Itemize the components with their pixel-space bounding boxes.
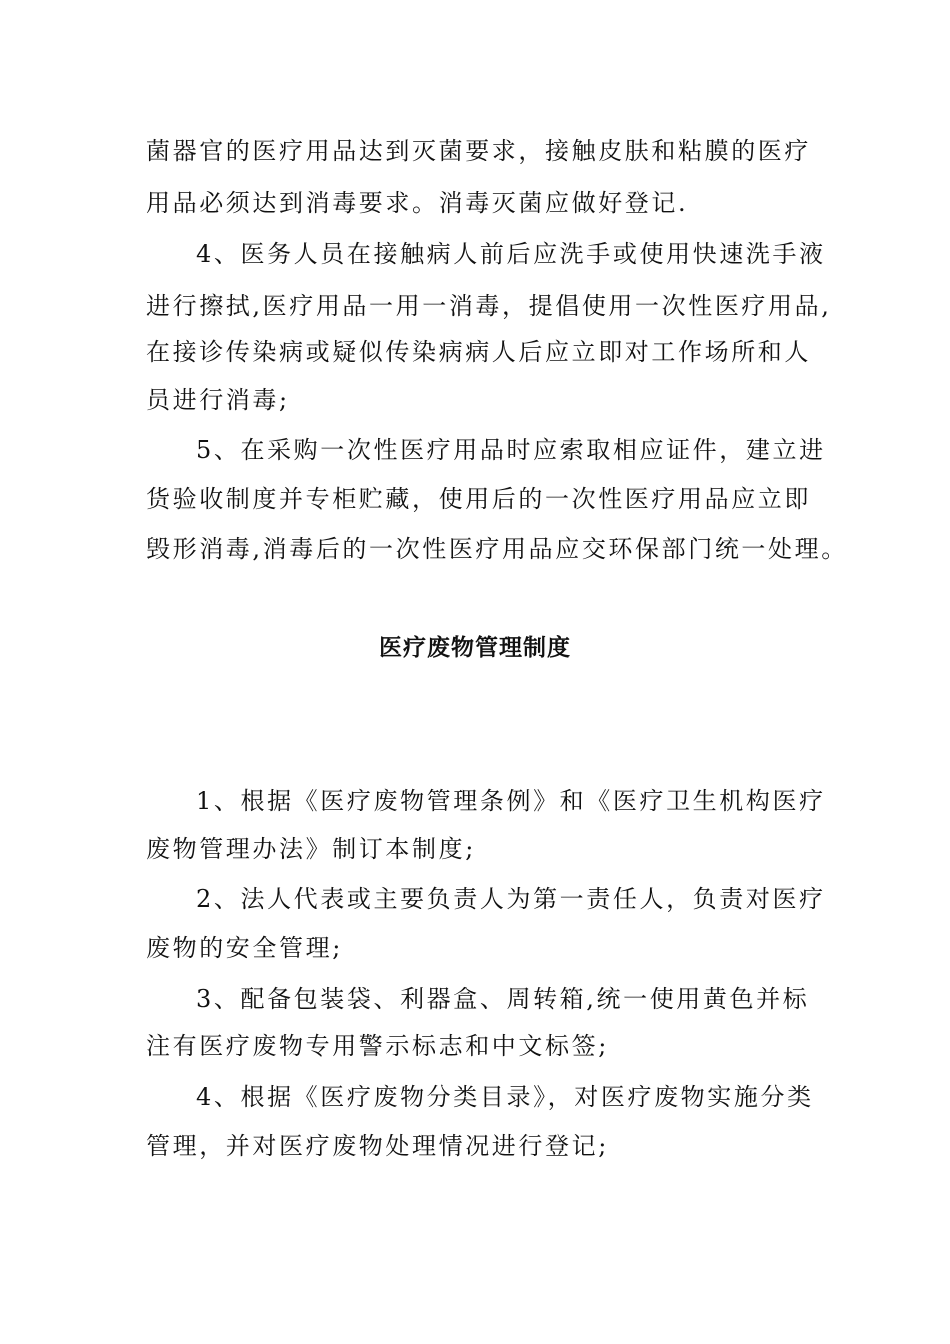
paragraph-line: 进行擦拭,医疗用品一用一消毒，提倡使用一次性医疗用品, xyxy=(146,292,832,320)
paragraph-line: 用品必须达到消毒要求。消毒灭菌应做好登记. xyxy=(146,189,689,217)
paragraph-line: 员进行消毒; xyxy=(146,386,290,414)
paragraph-line: 货验收制度并专柜贮藏，使用后的一次性医疗用品应立即 xyxy=(146,485,811,513)
paragraph-line: 3、配备包装袋、利器盒、周转箱,统一使用黄色并标 xyxy=(196,985,810,1013)
paragraph-line: 在接诊传染病或疑似传染病病人后应立即对工作场所和人 xyxy=(146,338,811,366)
paragraph-line: 2、法人代表或主要负责人为第一责任人，负责对医疗 xyxy=(196,885,826,913)
paragraph-line: 5、在采购一次性医疗用品时应索取相应证件，建立进 xyxy=(196,436,826,464)
paragraph-line: 4、医务人员在接触病人前后应洗手或使用快速洗手液 xyxy=(196,240,826,268)
paragraph-line: 4、根据《医疗废物分类目录》，对医疗废物实施分类 xyxy=(196,1083,814,1111)
paragraph-line: 废物的安全管理; xyxy=(146,934,343,962)
paragraph-line: 注有医疗废物专用警示标志和中文标签; xyxy=(146,1032,609,1060)
paragraph-line: 1、根据《医疗废物管理条例》和《医疗卫生机构医疗 xyxy=(196,787,826,815)
paragraph-line: 废物管理办法》制订本制度; xyxy=(146,835,476,863)
paragraph-line: 菌器官的医疗用品达到灭菌要求，接触皮肤和粘膜的医疗 xyxy=(146,137,811,165)
paragraph-line: 管理，并对医疗废物处理情况进行登记; xyxy=(146,1132,609,1160)
section-title: 医疗废物管理制度 xyxy=(379,635,571,661)
paragraph-line: 毁形消毒,消毒后的一次性医疗用品应交环保部门统一处理。 xyxy=(146,535,848,563)
